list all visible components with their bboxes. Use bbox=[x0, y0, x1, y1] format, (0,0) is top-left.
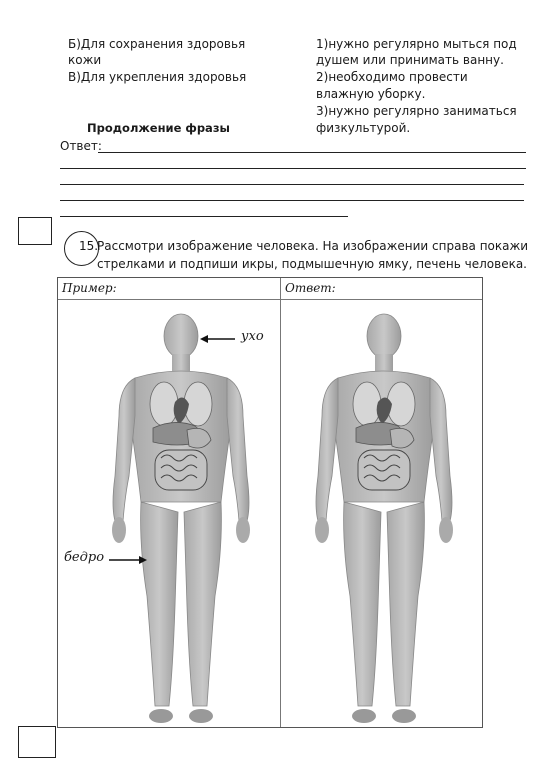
phrase-heading: Продолжение фразы bbox=[87, 121, 230, 135]
option-b-line1: Б)Для сохранения здоровья bbox=[68, 37, 246, 51]
answer-line-5[interactable] bbox=[60, 216, 348, 217]
task-text-line2: стрелками и подпиши икры, подмышечную ямку, печень человека. bbox=[97, 257, 527, 271]
score-box-top[interactable] bbox=[18, 217, 52, 245]
task-text-line1: Рассмотри изображение человека. На изображении справа покажи bbox=[97, 239, 529, 253]
choice-1-line1: 1)нужно регулярно мыться под bbox=[316, 37, 517, 51]
task-number: 15. bbox=[79, 239, 99, 253]
option-v: В)Для укрепления здоровья bbox=[68, 70, 247, 84]
label-ear: ухо bbox=[241, 329, 264, 344]
answer-line-1[interactable] bbox=[98, 152, 526, 153]
option-b-line2: кожи bbox=[68, 53, 102, 67]
label-thigh: бедро bbox=[64, 550, 105, 565]
choice-2-line1: 2)необходимо провести bbox=[316, 70, 468, 84]
answer-header: Ответ: bbox=[285, 281, 336, 295]
choice-2-line2: влажную уборку. bbox=[316, 87, 426, 101]
answer-line-4[interactable] bbox=[60, 200, 524, 201]
choice-3-line2: физкультурой. bbox=[316, 121, 411, 135]
human-figures bbox=[57, 298, 481, 726]
score-box-bottom[interactable] bbox=[18, 726, 56, 758]
answer-line-2[interactable] bbox=[60, 168, 526, 169]
example-header: Пример: bbox=[62, 281, 117, 295]
choice-3-line1: 3)нужно регулярно заниматься bbox=[316, 104, 517, 118]
answer-line-3[interactable] bbox=[60, 184, 524, 185]
choice-1-line2: душем или принимать ванну. bbox=[316, 53, 504, 67]
answer-label: Ответ: bbox=[60, 139, 102, 153]
